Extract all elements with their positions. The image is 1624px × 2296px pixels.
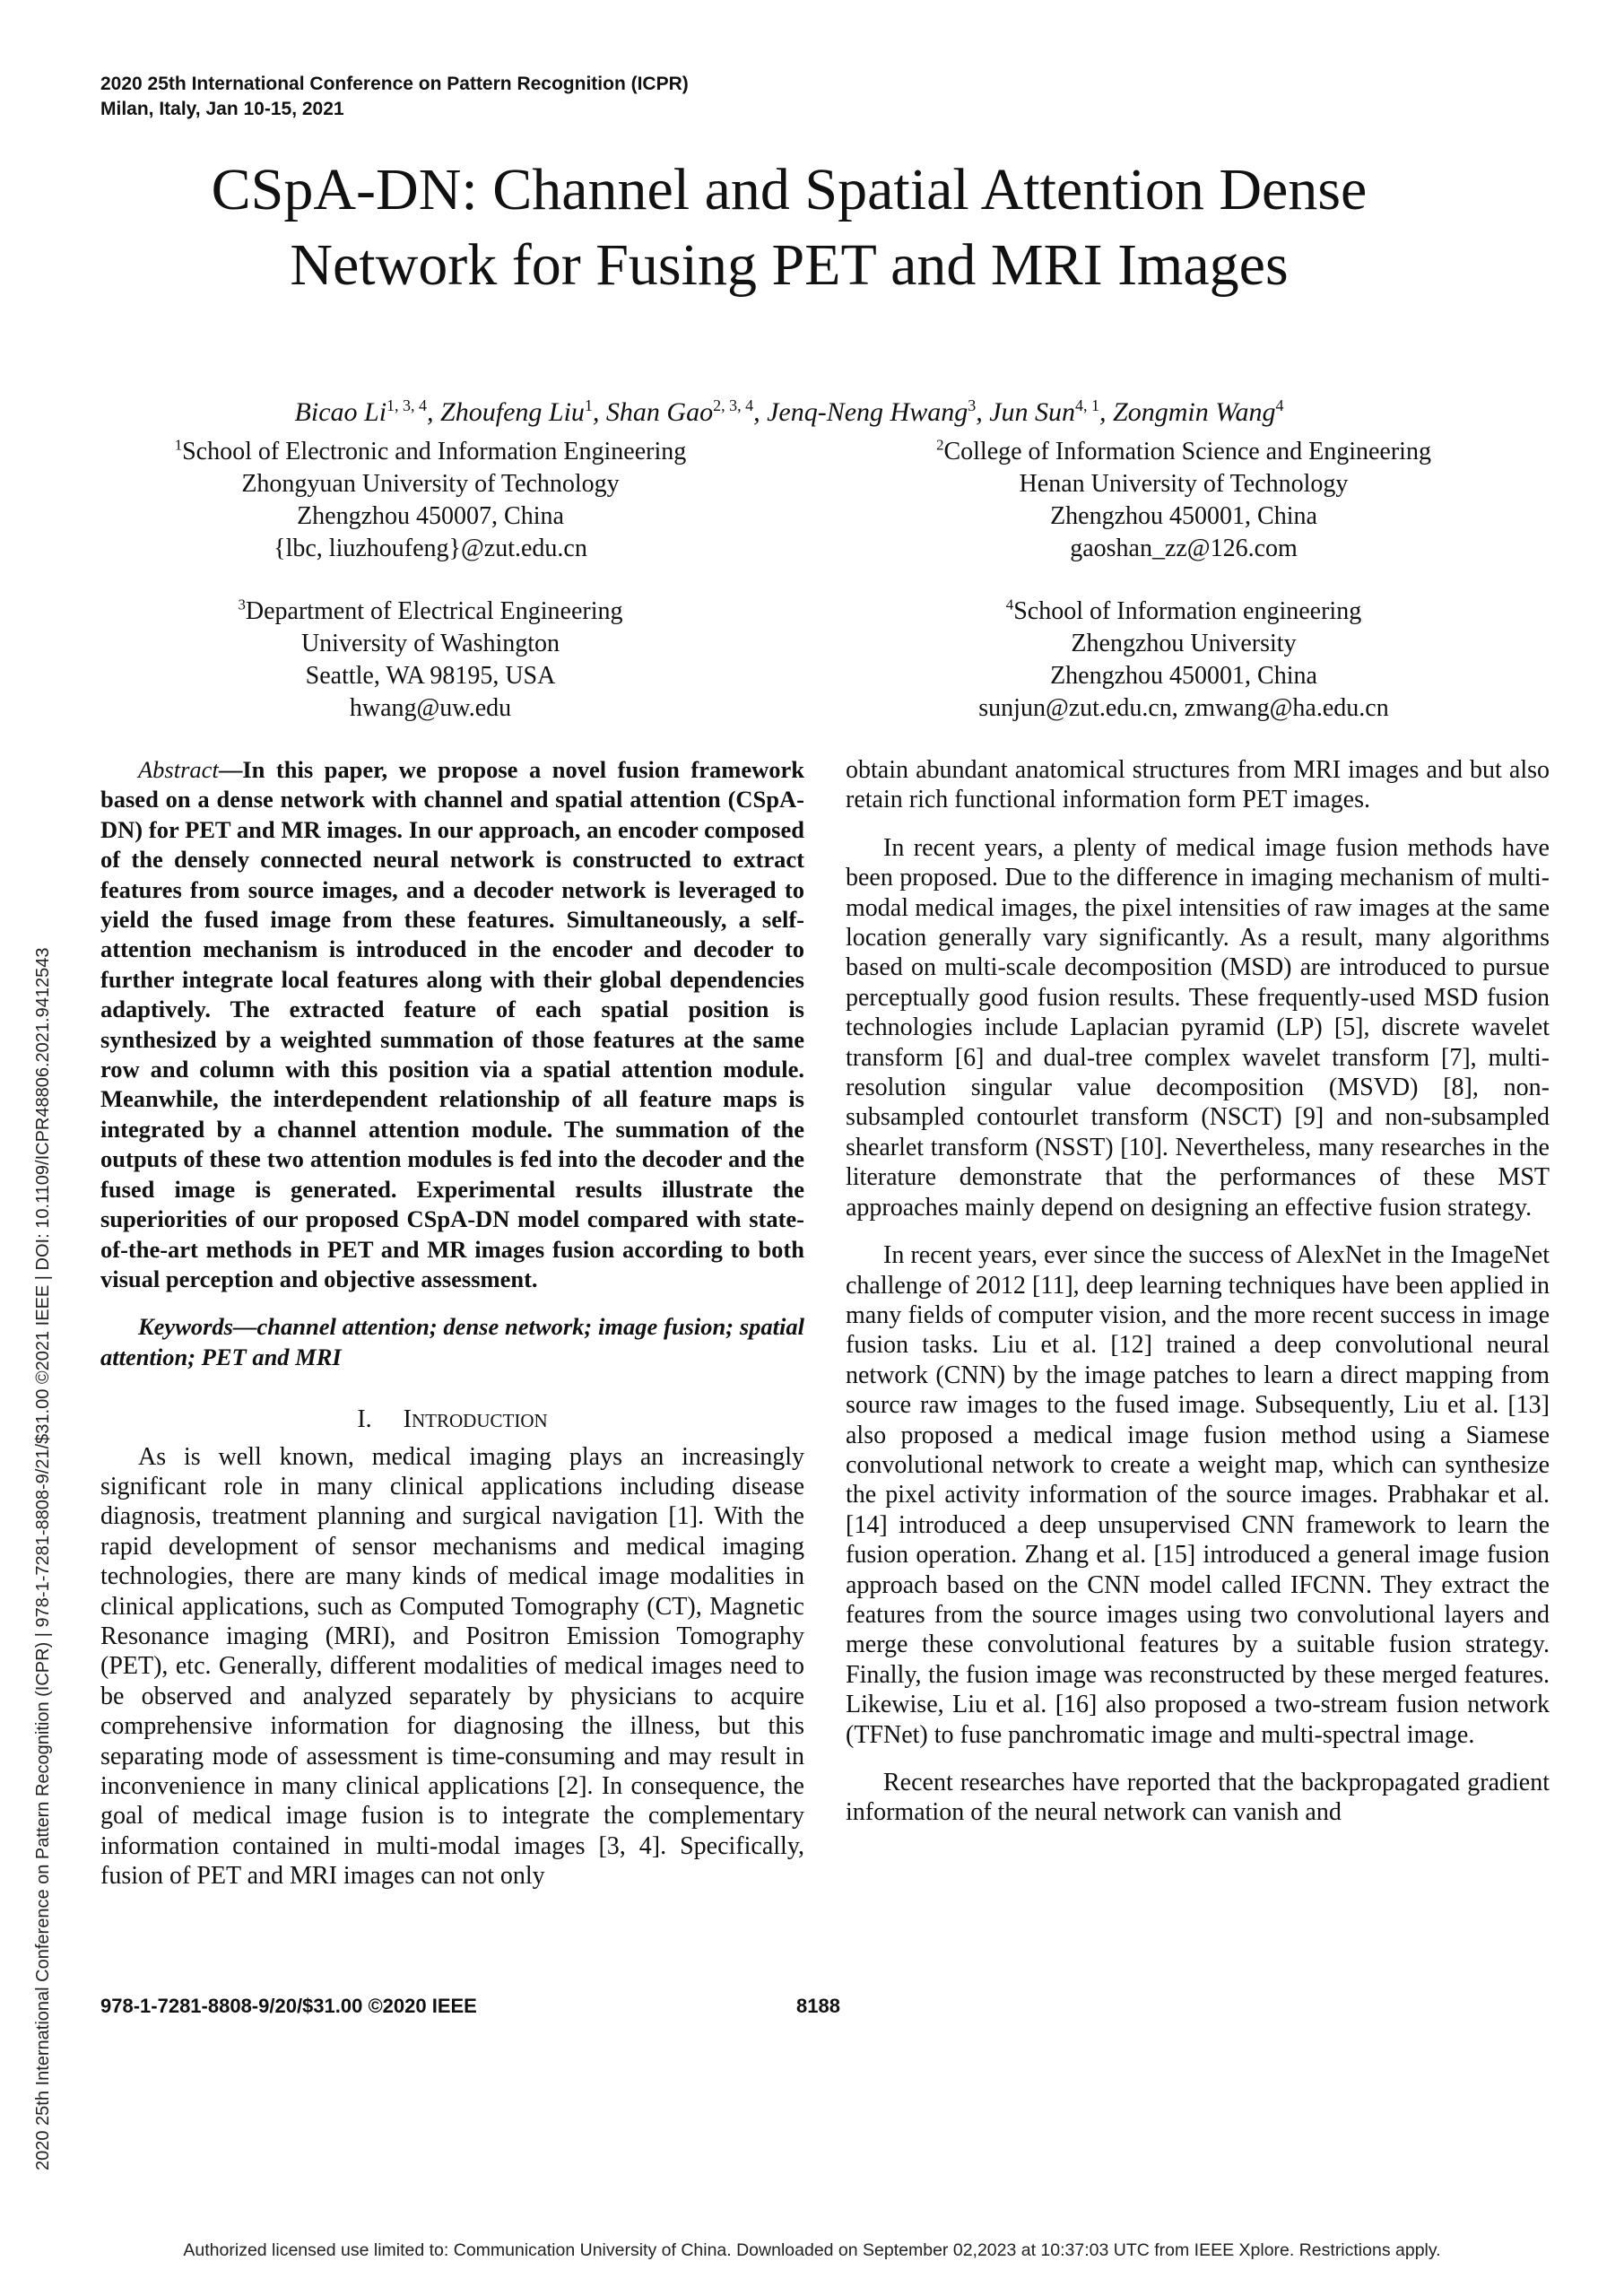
paragraph-introduction-4: Recent researches have reported that the backpropagated gradient information of the neural network can vanish and — [846, 1769, 1550, 1827]
conference-name: 2020 25th International Conference on Pattern Recognition (ICPR) — [100, 74, 689, 94]
author-list — [90, 395, 1489, 430]
affiliation-institution: Zhengzhou University — [1071, 630, 1297, 657]
section-title-rest: NTRODUCTION — [412, 1410, 548, 1432]
paragraph-continuation: obtain abundant anatomical structures from MRI images and but also retain rich functional information form PET images. — [846, 756, 1550, 814]
affiliation-institution: Zhongyuan University of Technology — [241, 470, 620, 498]
affiliation-city: Seattle, WA 98195, USA — [305, 662, 556, 690]
affiliation-department: School of Electronic and Information Engineering — [182, 438, 687, 465]
affiliation-city: Zhengzhou 450007, China — [297, 502, 564, 530]
affiliation-email: gaoshan_zz@126.com — [1070, 535, 1298, 562]
affiliation-mark: 4 — [1005, 596, 1014, 613]
title-line-1: CSpA-DN: Channel and Spatial Attention Dense — [211, 157, 1368, 222]
abstract — [100, 755, 804, 1294]
author-separator: , — [592, 397, 606, 427]
title-line-2: Network for Fusing PET and MRI Images — [290, 232, 1289, 298]
paper-title — [90, 152, 1489, 303]
author-affiliation-mark: 4, 1 — [1075, 396, 1100, 414]
abstract-label: Abstract — [138, 756, 219, 783]
keywords-text: channel attention; dense network; image fusion; spatial attention; PET and MRI — [100, 1313, 804, 1370]
author-affiliation-mark: 1, 3, 4 — [386, 396, 428, 414]
author-separator: , — [753, 397, 768, 427]
affiliation-1 — [108, 436, 753, 565]
doi-sidebar: 2020 25th International Conference on Pattern Recognition (ICPR) | 978-1-7281-8808-9/21/$31.00 ©2021 IEEE | DOI: 10.1109/ICPR48806.2021.9412543 — [33, 947, 53, 2170]
conference-header — [100, 72, 689, 122]
paragraph-introduction-2: In recent years, a plenty of medical image fusion methods have been proposed. Due to the difference in imaging mechanism of multi-modal medical images, the pixel intensities of raw images at the same location generally vary significantly. As a result, many algorithms based on multi-scale decomposition (MSD) are introduced to pursue perceptually good fusion results. These frequently-used MSD fusion technologies include Laplacian pyramid (LP) [5], discrete wavelet transform [6] and dual-tree complex wavelet transform [7], multi-resolution singular value decomposition (MSVD) [8], non-subsampled contourlet transform (NSCT) [9] and non-subsampled shearlet transform (NSST) [10]. Nevertheless, many researches in the literature demonstrate that the performances of these MST approaches mainly depend on designing an effective fusion strategy. — [846, 833, 1550, 1222]
affiliation-mark: 2 — [936, 436, 944, 454]
affiliation-city: Zhengzhou 450001, China — [1050, 662, 1317, 690]
affiliation-email: {lbc, liuzhoufeng}@zut.edu.cn — [274, 535, 587, 562]
abstract-dash: — — [218, 756, 243, 783]
author-affiliation-mark: 1 — [584, 396, 593, 414]
author-name: Zongmin Wang — [1113, 397, 1276, 427]
affiliation-institution: Henan University of Technology — [1019, 470, 1349, 498]
affiliation-4 — [861, 596, 1507, 725]
paragraph-introduction-1: As is well known, medical imaging plays an increasingly significant role in many clinical applications including disease diagnosis, treatment planning and surgical navigation [1]. With the rapid development of sensor mechanisms and medical imaging technologies, there are many kinds of medical image modalities in clinical applications, such as Computed Tomography (CT), Magnetic Resonance imaging (MRI), and Positron Emission Tomography (PET), etc. Generally, different modalities of medical images need to be observed and analyzed separately by physicians to acquire comprehensive information for diagnosing the illness, but this separating mode of assessment is time-consuming and may result in inconvenience in many clinical applications [2]. In consequence, the goal of medical image fusion is to integrate the complementary information contained in multi-modal images [3, 4]. Specifically, fusion of PET and MRI images can not only — [100, 1442, 804, 1891]
affiliation-department: School of Information engineering — [1013, 597, 1362, 625]
affiliation-city: Zhengzhou 450001, China — [1050, 502, 1317, 530]
keywords — [100, 1312, 804, 1372]
author-name: Bicao Li — [294, 397, 387, 427]
affiliation-department: Department of Electrical Engineering — [245, 597, 623, 625]
author-separator: , — [1099, 397, 1114, 427]
page-number: 8188 — [796, 1995, 840, 2017]
affiliation-mark: 3 — [238, 596, 246, 613]
keywords-label: Keywords — [138, 1313, 233, 1341]
author-name: Jenq-Neng Hwang — [767, 397, 968, 427]
author-separator: , — [976, 397, 990, 427]
license-notice: Authorized licensed use limited to: Communication University of China. Downloaded on September 02,2023 at 10:37:03 UTC from IEEE Xplore. Restrictions apply. — [183, 2240, 1441, 2260]
author-name: Shan Gao — [605, 397, 714, 427]
affiliation-email: sunjun@zut.edu.cn, zmwang@ha.edu.cn — [978, 694, 1389, 722]
author-affiliation-mark: 2, 3, 4 — [713, 396, 754, 414]
paragraph-introduction-3: In recent years, ever since the success of AlexNet in the ImageNet challenge of 2012 [11], deep learning techniques have been applied in many fields of computer vision, and the more recent success in image fusion tasks. Liu et al. [12] trained a deep convolutional neural network (CNN) by the image patches to learn a direct mapping from source raw images to the fused image. Subsequently, Liu et al. [13] also proposed a medical image fusion method using a Siamese convolutional network to create a weight map, which can synthesize the pixel activity information of the source images. Prabhakar et al. [14] introduced a deep unsupervised CNN framework to learn the fusion operation. Zhang et al. [15] introduced a general image fusion approach based on the CNN model called IFCNN. They extract the features from the source images using two convolutional layers and merge these convolutional features by a suitable fusion strategy. Finally, the fusion image was reconstructed by these merged features. Likewise, Liu et al. [16] also proposed a two-stream fusion network (TFNet) to fuse panchromatic image and multi-spectral image. — [846, 1241, 1550, 1749]
right-column — [846, 755, 1550, 1828]
left-column — [100, 755, 804, 1892]
author-name: Zhoufeng Liu — [440, 397, 585, 427]
section-number: I. — [357, 1405, 372, 1434]
abstract-text: In this paper, we propose a novel fusion framework based on a dense network with channel and spatial attention (CSpA-DN) for PET and MR images. In our approach, an encoder composed of the densely connected neural network is constructed to extract features from source images, and a decoder network is leveraged to yield the fused image from these features. Simultaneously, a self-attention mechanism is introduced in the encoder and decoder to further integrate local features along with their global dependencies adaptively. The extracted feature of each spatial position is synthesized by a weighted summation of those features at the same row and column with this position via a spatial attention module. Meanwhile, the interdependent relationship of all feature maps is integrated by a channel attention module. The summation of the outputs of these two attention modules is fed into the decoder and the fused image is generated. Experimental results illustrate the superiorities of our proposed CSpA-DN model compared with state-of-the-art methods in PET and MR images fusion according to both visual perception and objective assessment. — [100, 756, 804, 1292]
affiliation-institution: University of Washington — [300, 630, 560, 657]
affiliation-mark: 1 — [174, 436, 183, 454]
section-title-initial: I — [403, 1405, 412, 1434]
author-affiliation-mark: 4 — [1275, 396, 1284, 414]
affiliation-email: hwang@uw.edu — [349, 694, 512, 722]
author-affiliation-mark: 3 — [968, 396, 977, 414]
author-separator: , — [427, 397, 441, 427]
conference-location: Milan, Italy, Jan 10-15, 2021 — [100, 99, 344, 119]
keywords-dash: — — [233, 1313, 257, 1341]
affiliation-3 — [108, 596, 753, 725]
affiliation-department: College of Information Science and Engineering — [943, 438, 1431, 465]
footer-isbn: 978-1-7281-8808-9/20/$31.00 ©2020 IEEE — [100, 1995, 477, 2017]
author-name: Jun Sun — [989, 397, 1076, 427]
affiliation-2 — [861, 436, 1507, 565]
section-heading-introduction — [100, 1405, 804, 1436]
